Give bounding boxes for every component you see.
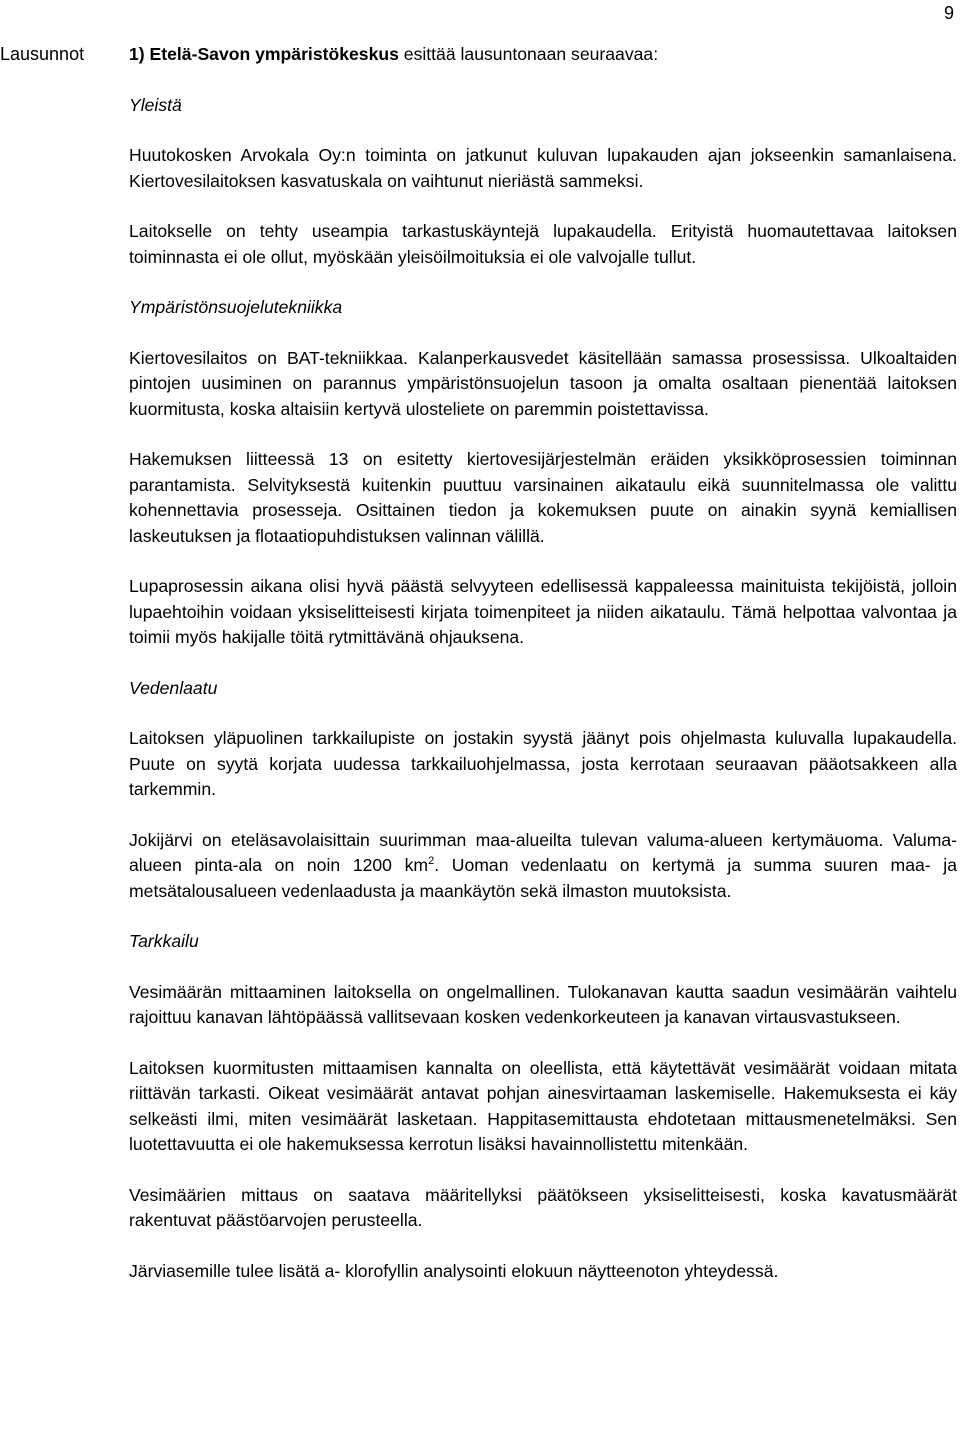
document-body: [129, 42, 957, 1284]
page-number: 9: [943, 3, 954, 23]
subheading-vedenlaatu: Vedenlaatu: [129, 677, 218, 698]
paragraph: Vesimäärien mittaus on saatava määritellyksi päätökseen yksiselitteisesti, koska kavatusmäärät rakentuvat päästöarvojen perusteella.: [129, 1184, 957, 1230]
paragraph-text: Jokijärvi on eteläsavolaisittain suurimman maa-alueilta tulevan valuma-alueen kertymäuoma. Valuma-alueen pinta-ala on noin 1200 km: [129, 829, 957, 875]
paragraph-text: . Uoman vedenlaatu on kertymä ja summa suuren maa- ja metsätalousalueen vedenlaadusta ja maankäytön sekä ilmaston muutoksista.: [129, 855, 958, 901]
superscript: 2: [428, 855, 435, 867]
subheading-tarkkailu: Tarkkailu: [129, 931, 199, 951]
paragraph: Kiertovesilaitos on BAT-tekniikkaa. Kalanperkausvedet käsitellään samassa prosessissa. Ulkoaltaiden pintojen uusiminen on parannus ympäristönsuojelun tasoon ja omalta osaltaan pienentää laitoksen kuormitusta, koska altaisiin kertyvä ulosteliete on paremmin poistettavissa.: [129, 347, 957, 419]
paragraph: Laitokselle on tehty useampia tarkastuskäyntejä lupakaudella. Erityistä huomautettavaa laitoksen toiminnasta ei ole ollut, myöskään yleisöilmoituksia ei ole valvojalle tullut.: [129, 221, 957, 267]
paragraph: Huutokosken Arvokala Oy:n toiminta on jatkunut kuluvan lupakauden ajan jokseenkin samanlaisena. Kiertovesilaitoksen kasvatuskala on vaihtunut nieriästä sammeksi.: [129, 145, 957, 191]
paragraph: Lupaprosessin aikana olisi hyvä päästä selvyyteen edellisessä kappaleessa mainituista tekijöistä, jolloin lupaehtoihin voidaan yksiselitteisesti kirjata toimenpiteet ja niiden aikataulu. Tämä helpottaa valvontaa ja toimii myös hakijalle töitä rytmittävänä ohjauksena.: [129, 576, 957, 647]
paragraph: Järviasemille tulee lisätä a- klorofyllin analysointi elokuun näytteenoton yhteydessä.: [129, 1260, 779, 1281]
paragraph: Laitoksen yläpuolinen tarkkailupiste on jostakin syystä jäänyt pois ohjelmasta kuluvalla lupakaudella. Puute on syytä korjata uudessa tarkkailuohjelmassa, josta kerrotaan seuraavan pääotsakkeen alla tarkemmin.: [129, 728, 957, 799]
paragraph: Laitoksen kuormitusten mittaamisen kannalta on oleellista, että käytettävät vesimäärät voidaan mitata riittävän tarkasti. Oikeat vesimäärät antavat pohjan ainesvirtaaman laskemiselle. Hakemuksesta ei käy selkeästi ilmi, miten vesimäärät lasketaan. Happitasemittausta ehdotetaan mittausmenetelmäksi. Sen luotettavuutta ei ole hakemuksessa kerrotun lisäksi havainnollistettu mitenkään.: [129, 1057, 957, 1154]
subheading-ymparistonsuojelutekniikka: Ympäristönsuojelutekniikka: [129, 297, 343, 317]
paragraph: Hakemuksen liitteessä 13 on esitetty kiertovesijärjestelmän eräiden yksikköprosessien toiminnan parantamista. Selvityksestä kuitenkin puuttuu varsinainen aikataulu eikä suunnitelmassa ole valittu kohennettavia prosesseja. Osittainen tiedon ja kokemuksen puute on ainakin syynä kemiallisen laskeutuksen ja flotaatiopuhdistuksen valinnan välillä.: [129, 449, 957, 546]
paragraph: [129, 828, 957, 905]
section-heading-organization: 1) Etelä-Savon ympäristökeskus: [129, 44, 399, 64]
section-heading-rest: esittää lausuntonaan seuraavaa:: [398, 44, 659, 64]
section-heading: [129, 42, 957, 68]
margin-label: Lausunnot: [0, 44, 85, 64]
subheading-yleista: Yleistä: [129, 94, 182, 115]
paragraph: Vesimäärän mittaaminen laitoksella on ongelmallinen. Tulokanavan kautta saadun vesimäärän vaihtelu rajoittuu kanavan lähtöpäässä vallitsevaan kosken vedenkorkeuteen ja kanavan virtausvastukseen.: [129, 981, 957, 1027]
